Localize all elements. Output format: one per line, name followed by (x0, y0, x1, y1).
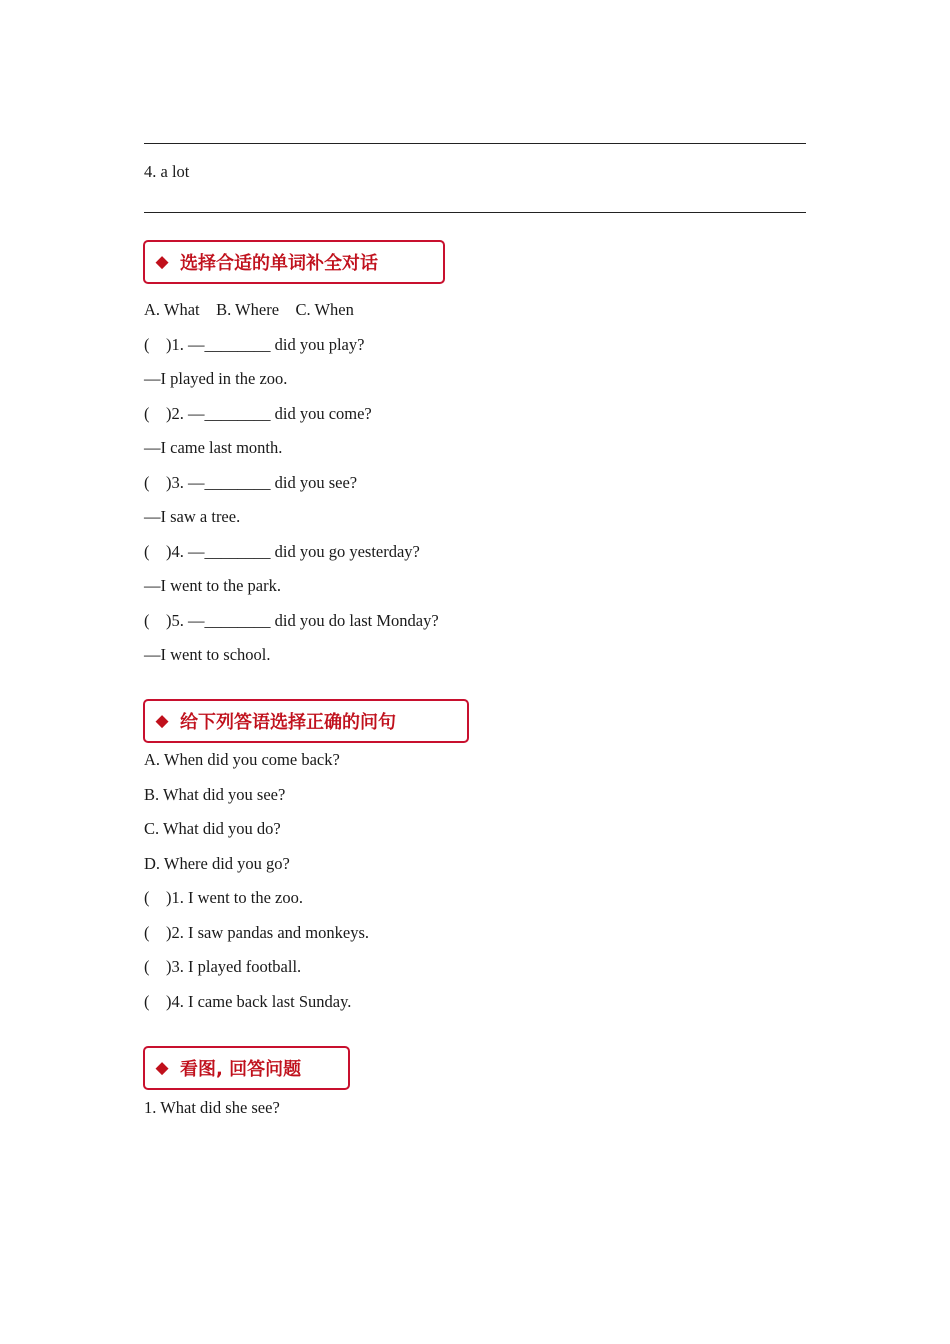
question: 1. What did she see? (144, 1098, 280, 1117)
list-item: 4. a lot (144, 162, 190, 181)
diamond-icon: ◆ (155, 711, 169, 731)
section-title: 看图, 回答问题 (180, 1059, 302, 1080)
answer: —I went to school. (144, 645, 271, 664)
answer: —I saw a tree. (144, 507, 241, 526)
section-title: 选择合适的单词补全对话 (180, 253, 378, 274)
question: ( )1. —________ did you play? (144, 335, 365, 354)
section-header (143, 699, 469, 743)
diamond-icon: ◆ (155, 1058, 169, 1078)
answer-line (144, 143, 806, 144)
question: ( )4. —________ did you go yesterday? (144, 542, 420, 561)
section-header (143, 1046, 350, 1090)
question: ( )2. —________ did you come? (144, 404, 372, 423)
choice: B. What did you see? (144, 785, 286, 804)
question: ( )2. I saw pandas and monkeys. (144, 923, 369, 942)
choice: A. When did you come back? (144, 750, 340, 769)
question: ( )4. I came back last Sunday. (144, 992, 352, 1011)
answer-line (144, 212, 806, 213)
section-title: 给下列答语选择正确的问句 (180, 712, 396, 733)
question: ( )3. —________ did you see? (144, 473, 358, 492)
question: ( )3. I played football. (144, 957, 302, 976)
question: ( )1. I went to the zoo. (144, 888, 303, 907)
answer: —I went to the park. (144, 576, 282, 595)
choice: D. Where did you go? (144, 854, 290, 873)
answer: —I came last month. (144, 438, 283, 457)
answer: —I played in the zoo. (144, 369, 288, 388)
question: ( )5. —________ did you do last Monday? (144, 611, 439, 630)
option-list: A. What B. Where C. When (144, 300, 354, 319)
diamond-icon: ◆ (155, 252, 169, 272)
choice: C. What did you do? (144, 819, 281, 838)
section-header (143, 240, 445, 284)
